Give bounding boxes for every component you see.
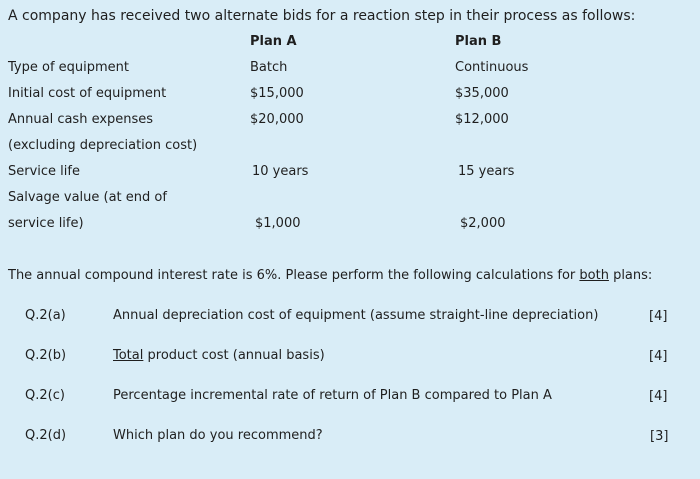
- question-number: Q.2(c): [25, 388, 65, 403]
- question-marks: [4]: [649, 349, 668, 364]
- row-label: Type of equipment: [8, 60, 130, 75]
- question-text: Annual depreciation cost of equipment (assume straight-line depreciation): [113, 308, 599, 323]
- question-marks: [4]: [649, 389, 668, 404]
- row-label: Initial cost of equipment: [8, 86, 167, 101]
- question-emphasis: Total: [113, 348, 144, 363]
- row-label: Service life: [8, 164, 80, 179]
- row-plan-a-value: $1,000: [255, 216, 301, 231]
- question-text: Which plan do you recommend?: [113, 428, 323, 443]
- row-label: service life): [8, 216, 84, 231]
- statement-text: The annual compound interest rate is 6%. Please perform the following calculations for: [8, 268, 580, 283]
- question-number: Q.2(a): [25, 308, 66, 323]
- statement-text: plans:: [608, 268, 653, 283]
- row-plan-b-value: $2,000: [460, 216, 506, 231]
- question-text: [113, 348, 325, 364]
- row-plan-b-value: Continuous: [455, 60, 529, 75]
- question-marks: [4]: [649, 309, 668, 324]
- question-marks: [3]: [650, 429, 669, 444]
- row-plan-b-value: $35,000: [455, 86, 509, 101]
- header-plan-b: Plan B: [455, 34, 502, 49]
- row-plan-a-value: $20,000: [250, 112, 304, 127]
- row-plan-a-value: $15,000: [250, 86, 304, 101]
- intro-text: A company has received two alternate bids for a reaction step in their process as follows:: [8, 8, 636, 24]
- row-label: (excluding depreciation cost): [8, 138, 198, 153]
- row-plan-a-value: 10 years: [252, 164, 309, 179]
- row-plan-b-value: $12,000: [455, 112, 509, 127]
- header-plan-a: Plan A: [250, 34, 297, 49]
- question-number: Q.2(d): [25, 428, 67, 443]
- question-text: Percentage incremental rate of return of Plan B compared to Plan A: [113, 388, 552, 403]
- row-plan-a-value: Batch: [250, 60, 288, 75]
- interest-statement: [8, 268, 652, 284]
- row-plan-b-value: 15 years: [458, 164, 515, 179]
- row-label: Salvage value (at end of: [8, 190, 167, 205]
- question-text-rest: product cost (annual basis): [143, 348, 325, 363]
- row-label: Annual cash expenses: [8, 112, 154, 127]
- question-number: Q.2(b): [25, 348, 67, 363]
- statement-emphasis: both: [579, 268, 609, 283]
